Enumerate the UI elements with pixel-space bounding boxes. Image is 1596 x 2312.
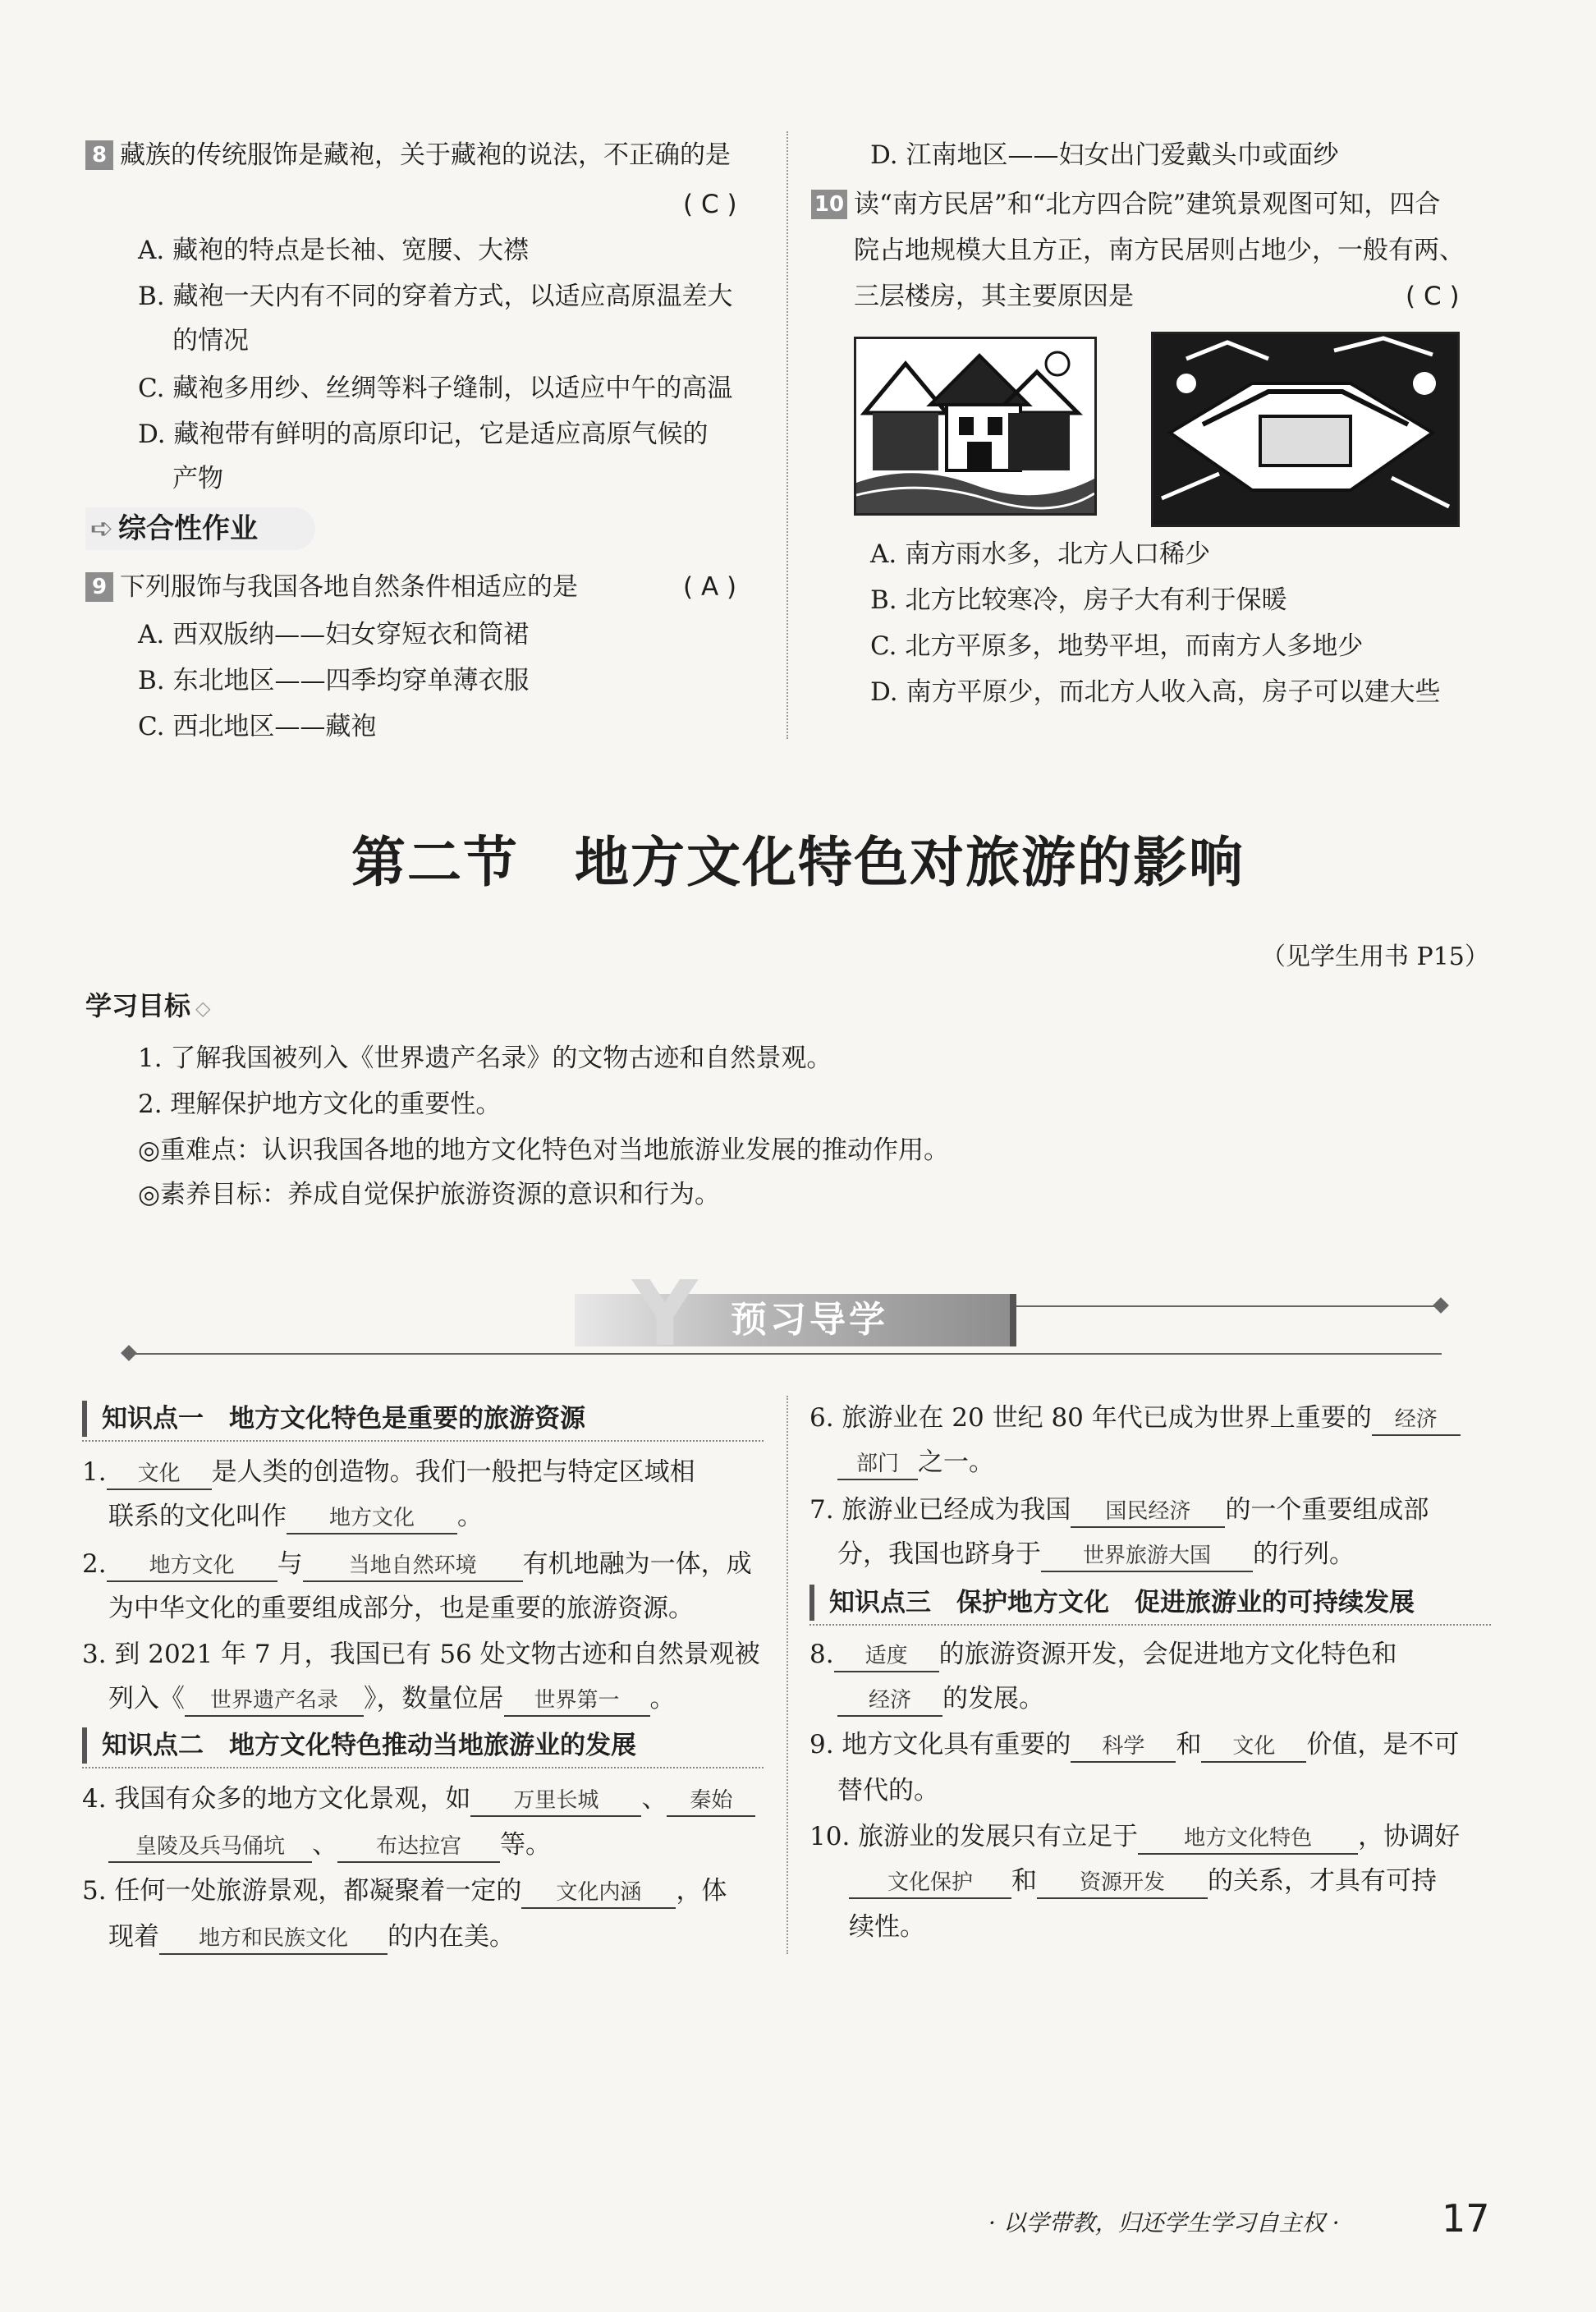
fill-item-2: 2. 地方文化 与 当地自然环境 有机地融为一体，成 xyxy=(82,1547,752,1582)
blank-3[interactable]: 地方文化 xyxy=(107,1551,277,1582)
blank-1[interactable]: 文化 xyxy=(107,1459,212,1490)
blank-9[interactable]: 布达拉宫 xyxy=(337,1832,500,1863)
fill-item-7-cont: 分，我国也跻身于 世界旅游大国 的行列。 xyxy=(837,1537,1355,1572)
fill-item-1-cont: 联系的文化叫作 地方文化 。 xyxy=(108,1499,483,1534)
q9-stem: 9 下列服饰与我国各地自然条件相适应的是 xyxy=(85,570,578,604)
q8-stem: 8 藏族的传统服饰是藏袍，关于藏袍的说法，不正确的是 xyxy=(85,138,731,172)
fill-item-8-cont: 经济 的发展。 xyxy=(837,1681,1044,1717)
blank-10[interactable]: 文化内涵 xyxy=(521,1878,676,1909)
banner-rule-left-diamond xyxy=(121,1345,137,1361)
fill-item-10-cont2: 续性。 xyxy=(849,1912,925,1942)
blank-7[interactable]: 万里长城 xyxy=(470,1786,641,1817)
fill-item-6-cont: 部门 之一。 xyxy=(837,1445,994,1480)
fill-item-4-cont: 皇陵及兵马俑坑 、 布达拉宫 等。 xyxy=(108,1828,551,1863)
fill-item-9-cont: 替代的。 xyxy=(837,1776,939,1805)
banner-rule-right xyxy=(1010,1305,1442,1307)
blank-12[interactable]: 经济 xyxy=(1372,1405,1461,1436)
q9-answer: ( A ) xyxy=(683,572,737,602)
blank-8-cont[interactable]: 皇陵及兵马俑坑 xyxy=(108,1832,312,1863)
fill-item-9: 9. 地方文化具有重要的 科学 和 文化 价值，是不可 xyxy=(809,1727,1459,1763)
q10-number: 10 xyxy=(811,190,847,219)
blank-16[interactable]: 经济 xyxy=(837,1686,942,1717)
diamond-icon: ◇ xyxy=(195,997,211,1020)
blank-21[interactable]: 资源开发 xyxy=(1037,1868,1208,1899)
fill-item-10-cont: 文化保护 和 资源开发 的关系，才具有可持 xyxy=(849,1864,1437,1899)
northern-courtyard-image xyxy=(1151,332,1460,527)
blank-13[interactable]: 国民经济 xyxy=(1071,1497,1225,1528)
kp2-rule xyxy=(82,1767,764,1768)
fill-item-1: 1. 文化 是人类的创造物。我们一般把与特定区域相 xyxy=(82,1455,695,1490)
preview-banner-text: 预习导学 xyxy=(731,1299,888,1341)
q10-option-d: D. 南方平原少，而北方人收入高，房子可以建大些 xyxy=(870,677,1441,707)
blank-19[interactable]: 地方文化特色 xyxy=(1138,1823,1358,1855)
homework-heading: ➪ 综合性作业 xyxy=(85,507,315,550)
objectives-heading: 学习目标 ◇ xyxy=(85,990,211,1021)
q10-option-c: C. 北方平原多，地势平坦，而南方人多地少 xyxy=(870,631,1364,661)
kp3-heading: 知识点三 保护地方文化 促进旅游业的可持续发展 xyxy=(809,1585,1415,1621)
q8-option-b: B. 藏袍一天内有不同的穿着方式，以适应高原温差大 xyxy=(138,282,733,311)
blank-15[interactable]: 适度 xyxy=(834,1641,939,1672)
fill-item-4: 4. 我国有众多的地方文化景观，如 万里长城 、 秦始 xyxy=(82,1782,755,1817)
banner-y-glyph: Y xyxy=(632,1261,698,1366)
q10-stem-2: 院占地规模大且方正，南方民居则占地少，一般有两、 xyxy=(854,236,1465,265)
fill-item-3: 3. 到 2021 年 7 月，我国已有 56 处文物古迹和自然景观被 xyxy=(82,1640,760,1669)
fill-item-8: 8. 适度 的旅游资源开发，会促进地方文化特色和 xyxy=(809,1637,1397,1672)
blank-12-cont[interactable]: 部门 xyxy=(837,1449,918,1480)
q10-answer: ( C ) xyxy=(1406,282,1460,311)
q8-answer: ( C ) xyxy=(683,190,737,219)
q8-number: 8 xyxy=(85,140,113,170)
objective-literacy: ◎素养目标：养成自觉保护旅游资源的意识和行为。 xyxy=(138,1180,721,1209)
fill-item-5-cont: 现着 地方和民族文化 的内在美。 xyxy=(108,1920,515,1955)
southern-dwelling-image xyxy=(854,337,1097,516)
objective-1: 1. 了解我国被列入《世界遗产名录》的文物古迹和自然景观。 xyxy=(138,1044,832,1073)
q9-option-c: C. 西北地区——藏袍 xyxy=(138,712,377,741)
southern-dwelling-drawing xyxy=(856,339,1094,513)
blank-6[interactable]: 世界第一 xyxy=(504,1686,650,1717)
blank-14[interactable]: 世界旅游大国 xyxy=(1041,1541,1253,1572)
q10-stem-3: 三层楼房，其主要原因是 xyxy=(854,282,1134,311)
q9-option-b: B. 东北地区——四季均穿单薄衣服 xyxy=(138,666,530,695)
q10-stem-1: 10 读“南方民居”和“北方四合院”建筑景观图可知，四合 xyxy=(811,187,1440,222)
fill-item-10: 10. 旅游业的发展只有立足于 地方文化特色 ，协调好 xyxy=(809,1819,1460,1855)
fill-item-7: 7. 旅游业已经成为我国 国民经济 的一个重要组成部 xyxy=(809,1493,1429,1528)
blank-8[interactable]: 秦始 xyxy=(667,1786,755,1817)
column-divider-bottom xyxy=(787,1396,788,1954)
footer-slogan: · 以学带教，归还学生学习自主权 · xyxy=(988,2209,1340,2236)
q9-option-a: A. 西双版纳——妇女穿短衣和筒裙 xyxy=(138,620,530,649)
fill-item-2-cont: 为中华文化的重要组成部分，也是重要的旅游资源。 xyxy=(108,1594,694,1623)
blank-17[interactable]: 科学 xyxy=(1071,1732,1176,1763)
fill-item-6: 6. 旅游业在 20 世纪 80 年代已成为世界上重要的 经济 xyxy=(809,1401,1461,1436)
blank-11[interactable]: 地方和民族文化 xyxy=(159,1924,388,1955)
kp1-heading: 知识点一 地方文化特色是重要的旅游资源 xyxy=(82,1401,585,1437)
kp3-rule xyxy=(809,1624,1491,1626)
banner-rule xyxy=(128,1353,1442,1355)
q8-option-c: C. 藏袍多用纱、丝绸等料子缝制，以适应中午的高温 xyxy=(138,374,733,403)
fill-item-3-cont: 列入《 世界遗产名录 》，数量位居 世界第一 。 xyxy=(108,1681,676,1717)
arrow-icon: ➪ xyxy=(89,512,114,545)
blank-5[interactable]: 世界遗产名录 xyxy=(185,1686,364,1717)
blank-18[interactable]: 文化 xyxy=(1201,1732,1306,1763)
column-divider-top xyxy=(787,131,788,739)
northern-courtyard-drawing xyxy=(1153,334,1457,525)
blank-20[interactable]: 文化保护 xyxy=(849,1868,1011,1899)
q9-number: 9 xyxy=(85,572,113,602)
page-number: 17 xyxy=(1442,2196,1490,2241)
objective-2: 2. 理解保护地方文化的重要性。 xyxy=(138,1089,502,1119)
blank-4[interactable]: 当地自然环境 xyxy=(303,1551,523,1582)
kp1-rule xyxy=(82,1440,764,1442)
kp2-heading: 知识点二 地方文化特色推动当地旅游业的发展 xyxy=(82,1727,636,1764)
q8-option-a: A. 藏袍的特点是长袖、宽腰、大襟 xyxy=(138,236,530,265)
q8-option-d-cont: 产物 xyxy=(172,464,223,493)
q10-option-b: B. 北方比较寒冷，房子大有利于保暖 xyxy=(870,585,1287,615)
section-title: 第二节 地方文化特色对旅游的影响 xyxy=(351,830,1245,894)
reference-note: （见学生用书 P15） xyxy=(1261,943,1489,971)
fill-item-5: 5. 任何一处旅游景观，都凝聚着一定的 文化内涵 ，体 xyxy=(82,1874,727,1909)
q8-option-d: D. 藏袍带有鲜明的高原印记，它是适应高原气候的 xyxy=(138,420,709,449)
objective-key-point: ◎重难点：认识我国各地的地方文化特色对当地旅游业发展的推动作用。 xyxy=(138,1135,950,1165)
blank-2[interactable]: 地方文化 xyxy=(287,1503,457,1534)
q8-option-b-cont: 的情况 xyxy=(172,326,249,356)
q9-option-d: D. 江南地区——妇女出门爱戴头巾或面纱 xyxy=(870,140,1339,170)
q10-option-a: A. 南方雨水多，北方人口稀少 xyxy=(870,539,1211,569)
